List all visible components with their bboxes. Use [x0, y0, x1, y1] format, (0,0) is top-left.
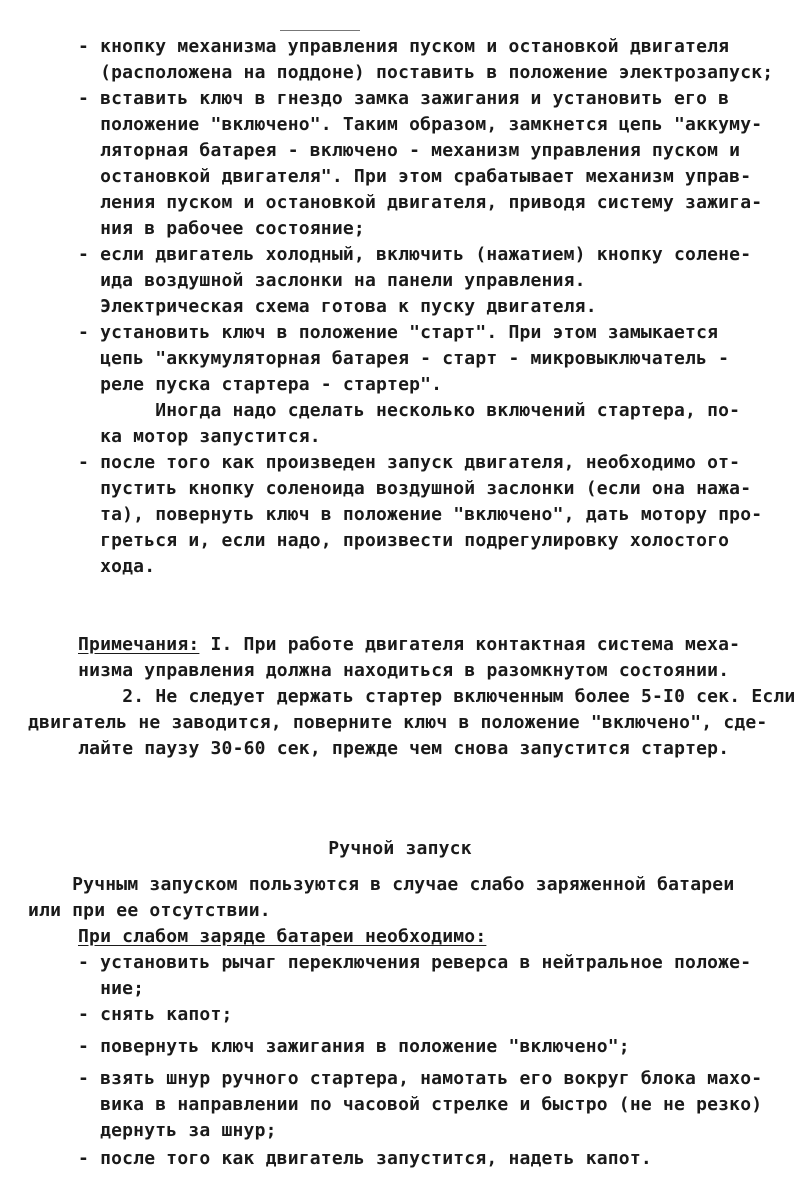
- list-line: - после того как произведен запуск двигателя, необходимо от-: [78, 452, 741, 473]
- list-line: цепь "аккумуляторная батарея - старт - микровыключатель -: [78, 348, 730, 369]
- list-line: - после того как двигатель запустится, надеть капот.: [78, 1148, 652, 1169]
- section-subheading: При слабом заряде батареи необходимо:: [78, 926, 487, 947]
- list-line: - установить рычаг переключения реверса в нейтральное положе-: [78, 952, 752, 973]
- list-line: остановкой двигателя". При этом срабатывает механизм управ-: [78, 166, 752, 187]
- notes-line: [78, 632, 740, 658]
- notes-heading: Примечания:: [78, 634, 200, 655]
- list-line: вика в направлении по часовой стрелке и быстро (не не резко): [78, 1094, 763, 1115]
- list-line: (расположена на поддоне) поставить в положение электрозапуск;: [78, 62, 774, 83]
- list-line: - вставить ключ в гнездо замка зажигания и установить его в: [78, 88, 730, 109]
- list-line: ида воздушной заслонки на панели управления.: [78, 270, 586, 291]
- list-line: положение "включено". Таким образом, замкнется цепь "аккуму-: [78, 114, 763, 135]
- section-intro: или при ее отсутствии.: [28, 900, 271, 921]
- section-title: Ручной запуск: [328, 838, 472, 859]
- list-line: Электрическая схема готова к пуску двигателя.: [78, 296, 597, 317]
- list-line: дернуть за шнур;: [78, 1120, 277, 1141]
- list-line: - если двигатель холодный, включить (нажатием) кнопку солене-: [78, 244, 752, 265]
- list-line: - повернуть ключ зажигания в положение "включено";: [78, 1036, 630, 1057]
- list-line: ние;: [78, 978, 145, 999]
- scan-mark: [280, 30, 360, 31]
- list-line: Иногда надо сделать несколько включений стартера, по-: [78, 400, 741, 421]
- list-line: - установить ключ в положение "старт". При этом замыкается: [78, 322, 719, 343]
- list-line: ляторная батарея - включено - механизм управления пуском и: [78, 140, 741, 161]
- list-line: ка мотор запустится.: [78, 426, 321, 447]
- list-line: ления пуском и остановкой двигателя, приводя систему зажига-: [78, 192, 763, 213]
- notes-line: 2. Не следует держать стартер включенным более 5-I0 сек. Если: [56, 686, 796, 707]
- list-line: та), повернуть ключ в положение "включено", дать мотору про-: [78, 504, 763, 525]
- section-intro: Ручным запуском пользуются в случае слабо заряженной батареи: [28, 874, 735, 895]
- list-line: - взять шнур ручного стартера, намотать его вокруг блока махо-: [78, 1068, 763, 1089]
- list-line: пустить кнопку соленоида воздушной заслонки (если она нажа-: [78, 478, 752, 499]
- list-line: ния в рабочее состояние;: [78, 218, 365, 239]
- notes-line: низма управления должна находиться в разомкнутом состоянии.: [56, 660, 730, 681]
- list-line: греться и, если надо, произвести подрегулировку холостого: [78, 530, 730, 551]
- list-line: хода.: [78, 556, 156, 577]
- notes-line: двигатель не заводится, поверните ключ в положение "включено", сде-: [28, 712, 768, 733]
- notes-line: лайте паузу 30-60 сек, прежде чем снова запустится стартер.: [56, 738, 730, 759]
- list-line: реле пуска стартера - стартер".: [78, 374, 443, 395]
- list-line: - кнопку механизма управления пуском и остановкой двигателя: [78, 36, 730, 57]
- notes-text: I. При работе двигателя контактная система меха-: [199, 634, 741, 655]
- list-line: - снять капот;: [78, 1004, 233, 1025]
